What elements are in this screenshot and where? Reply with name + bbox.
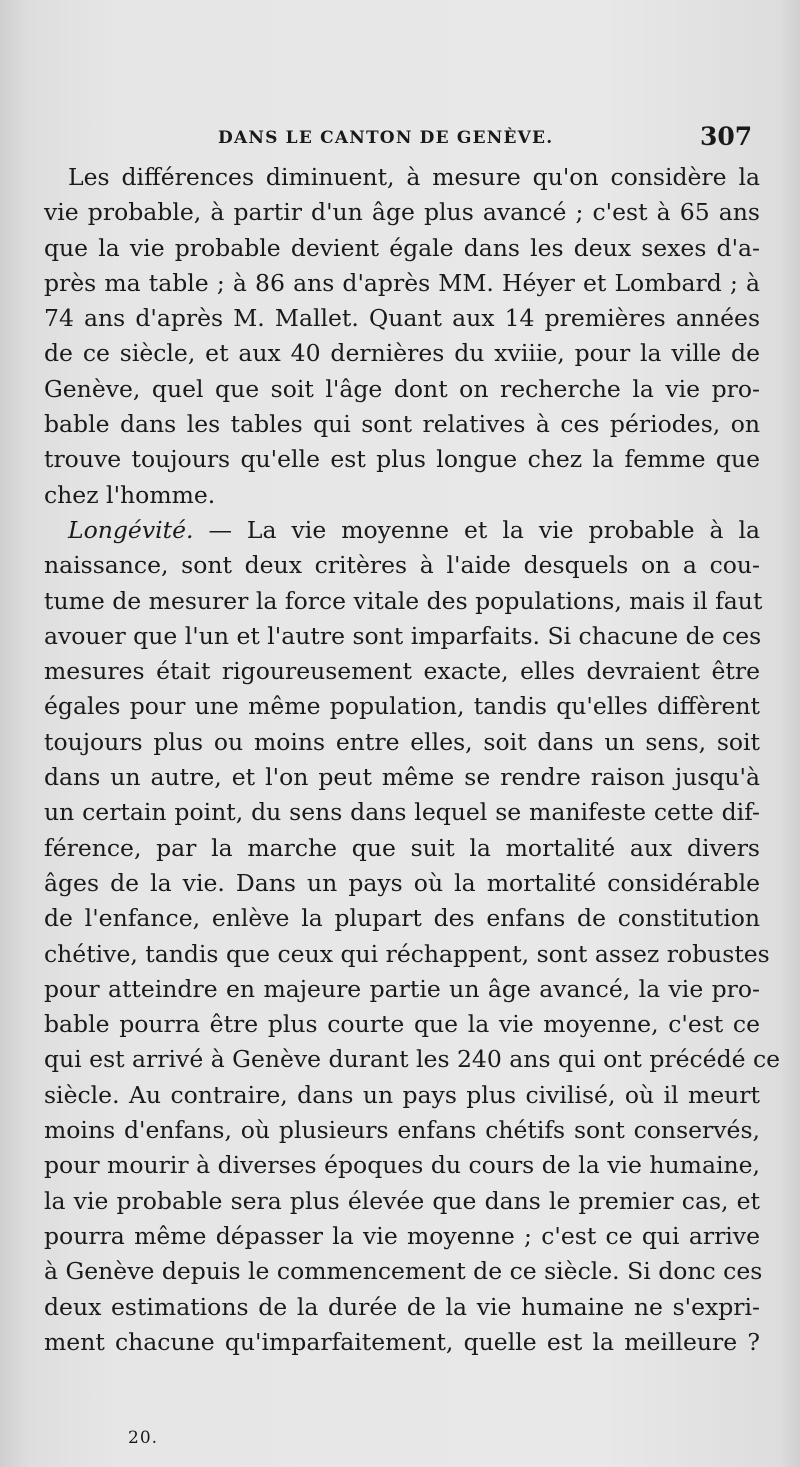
text-line: que la vie probable devient égale dans les deux sexes d'a- (44, 233, 760, 262)
text-line: tume de mesurer la force vitale des populations, mais il faut (44, 586, 763, 615)
text-line: naissance, sont deux critères à l'aide desquels on a cou- (44, 551, 760, 580)
text-fragment: — La vie moyenne et la vie probable à la (193, 515, 760, 544)
text-line: chez l'homme. (44, 480, 216, 509)
text-line: un certain point, du sens dans lequel se manifeste cette dif- (44, 798, 760, 827)
text-line: deux estimations de la durée de la vie humaine ne s'expri- (44, 1292, 760, 1321)
text-line: chétive, tandis que ceux qui réchappent, sont assez robustes (44, 939, 770, 968)
text-line: vie probable, à partir d'un âge plus avancé ; c'est à 65 ans (44, 198, 760, 227)
paragraph-2 (44, 513, 781, 1360)
text-line: mesures était rigoureusement exacte, elles devraient être (44, 657, 760, 686)
text-line: bable pourra être plus courte que la vie moyenne, c'est ce (44, 1010, 760, 1039)
running-head-title: DANS LE CANTON DE GENÈVE. (218, 128, 554, 148)
text-line: Genève, quel que soit l'âge dont on recherche la vie pro- (44, 374, 760, 403)
text-line: qui est arrivé à Genève durant les 240 ans qui ont précédé ce (44, 1045, 781, 1074)
text-line: à Genève depuis le commencement de ce siècle. Si donc ces (44, 1257, 763, 1286)
paragraph-1 (44, 160, 760, 513)
text-line: 74 ans d'après M. Mallet. Quant aux 14 premières années (44, 304, 760, 333)
text-line: dans un autre, et l'on peut même se rendre raison jusqu'à (44, 763, 760, 792)
text-line: de ce siècle, et aux 40 dernières du xviiie, pour la ville de (44, 339, 760, 368)
text-line: Les différences diminuent, à mesure qu'on considère la (68, 163, 760, 191)
text-line: siècle. Au contraire, dans un pays plus civilisé, où il meurt (44, 1080, 760, 1109)
text-line: toujours plus ou moins entre elles, soit dans un sens, soit (44, 727, 760, 756)
text-line: pour mourir à diverses époques du cours de la vie humaine, (44, 1151, 760, 1180)
text-line: de l'enfance, enlève la plupart des enfans de constitution (44, 904, 760, 933)
text-line: égales pour une même population, tandis qu'elles diffèrent (44, 692, 760, 721)
text-line: pour atteindre en majeure partie un âge avancé, la vie pro- (44, 974, 760, 1003)
signature-mark: 20. (128, 1428, 159, 1448)
text-line: près ma table ; à 86 ans d'après MM. Héyer et Lombard ; à (44, 268, 760, 297)
running-head (0, 118, 800, 154)
text-line: bable dans les tables qui sont relatives à ces périodes, on (44, 410, 760, 439)
text-line: pourra même dépasser la vie moyenne ; c'est ce qui arrive (44, 1221, 760, 1250)
text-line (44, 513, 760, 548)
text-line: avouer que l'un et l'autre sont imparfaits. Si chacune de ces (44, 621, 762, 650)
text-line: moins d'enfans, où plusieurs enfans chétifs sont conservés, (44, 1116, 760, 1145)
text-line: âges de la vie. Dans un pays où la mortalité considérable (44, 868, 760, 897)
text-line: ment chacune qu'imparfaitement, quelle est la meilleure ? (44, 1327, 760, 1356)
page-number: 307 (700, 122, 753, 151)
text-line: la vie probable sera plus élevée que dans le premier cas, et (44, 1186, 760, 1215)
body-text (44, 160, 781, 1360)
section-heading-longevite: Longévité. (68, 515, 194, 544)
text-line: férence, par la marche que suit la mortalité aux divers (44, 833, 760, 862)
text-line: trouve toujours qu'elle est plus longue chez la femme que (44, 445, 760, 474)
